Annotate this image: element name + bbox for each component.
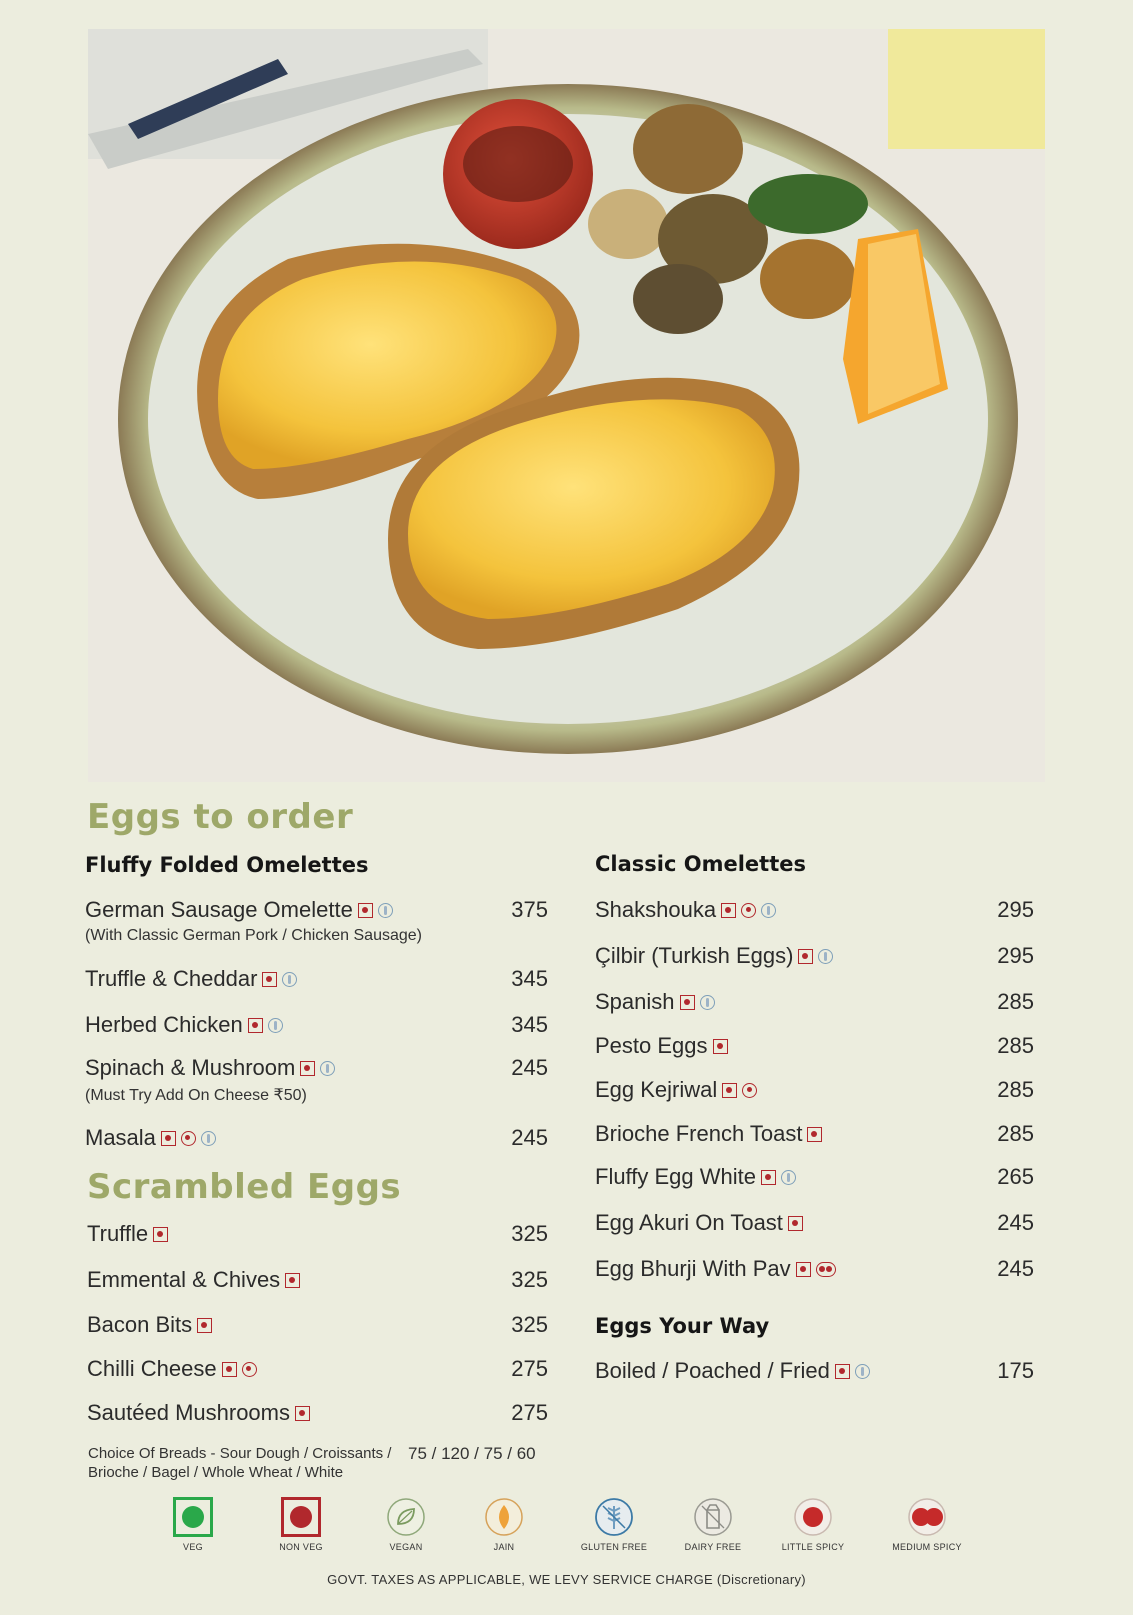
item-price: 295 (997, 943, 1034, 968)
menu-item (85, 966, 548, 996)
legend-nonveg (246, 1497, 356, 1552)
item-name: Emmental & Chives (87, 1267, 281, 1292)
legend-vegan (351, 1497, 461, 1552)
legend-label: VEG (183, 1542, 203, 1552)
item-price: 345 (511, 966, 548, 991)
legend-label: NON VEG (279, 1542, 323, 1552)
dish-photo (88, 29, 1045, 782)
item-name: Shakshouka (595, 897, 717, 922)
item-name: Bacon Bits (87, 1312, 193, 1337)
legend-label: VEGAN (389, 1542, 423, 1552)
gluten-free-icon (594, 1497, 634, 1537)
item-name: Pesto Eggs (595, 1033, 708, 1058)
legend-label: JAIN (493, 1542, 515, 1552)
item-price: 285 (997, 989, 1034, 1014)
item-price: 285 (997, 1121, 1034, 1146)
legend-jain (449, 1497, 559, 1552)
item-name: Çilbir (Turkish Eggs) (595, 943, 794, 968)
gluten-free-icon (378, 903, 393, 918)
non-veg-icon (222, 1362, 237, 1377)
medium-spicy-icon (816, 1262, 836, 1277)
legend-gluten-free (559, 1497, 669, 1552)
menu-item (87, 1356, 548, 1386)
item-name: Spanish (595, 989, 675, 1014)
item-price: 325 (511, 1312, 548, 1337)
item-name: Masala (85, 1125, 156, 1150)
item-price: 275 (511, 1400, 548, 1425)
non-veg-icon (262, 972, 277, 987)
footer-note: GOVT. TAXES AS APPLICABLE, WE LEVY SERVICE CHARGE (Discretionary) (327, 1572, 806, 1587)
legend-dairy-free (658, 1497, 768, 1552)
legend-label: LITTLE SPICY (781, 1542, 845, 1552)
menu-item (85, 897, 548, 944)
menu-item (595, 1210, 1034, 1240)
menu-item (85, 1125, 548, 1155)
bread-choices-line1: Choice Of Breads - Sour Dough / Croissants / (88, 1445, 392, 1462)
menu-item (595, 1077, 1034, 1107)
menu-item (85, 1012, 548, 1042)
bread-prices: 75 / 120 / 75 / 60 (408, 1444, 536, 1463)
legend-little-spicy (758, 1497, 868, 1552)
gluten-free-icon (268, 1018, 283, 1033)
legend-label: DAIRY FREE (684, 1542, 742, 1552)
item-name: Spinach & Mushroom (85, 1055, 296, 1080)
non-veg-icon (295, 1406, 310, 1421)
gluten-free-icon (855, 1364, 870, 1379)
legend-label: MEDIUM SPICY (892, 1542, 962, 1552)
menu-item (595, 897, 1034, 927)
gluten-free-icon (781, 1170, 796, 1185)
non-veg-icon (721, 903, 736, 918)
menu-item (85, 1055, 548, 1104)
menu-item (595, 1033, 1034, 1063)
little-spicy-icon (793, 1497, 833, 1537)
gluten-free-icon (761, 903, 776, 918)
gluten-free-icon (320, 1061, 335, 1076)
item-price: 285 (997, 1033, 1034, 1058)
non-veg-icon (798, 949, 813, 964)
non-veg-icon (161, 1131, 176, 1146)
item-name: Egg Bhurji With Pav (595, 1256, 791, 1281)
item-name: Sautéed Mushrooms (87, 1400, 290, 1425)
item-name: Truffle & Cheddar (85, 966, 258, 991)
item-price: 325 (511, 1221, 548, 1246)
non-veg-icon (761, 1170, 776, 1185)
little-spicy-icon (741, 903, 756, 918)
menu-item (595, 943, 1034, 973)
little-spicy-icon (742, 1083, 757, 1098)
item-price: 295 (997, 897, 1034, 922)
item-name: Brioche French Toast (595, 1121, 803, 1146)
gluten-free-icon (818, 949, 833, 964)
non-veg-icon (248, 1018, 263, 1033)
section-heading-yourway: Eggs Your Way (595, 1314, 770, 1338)
item-price: 245 (511, 1055, 548, 1080)
section-heading-fluffy: Fluffy Folded Omelettes (85, 853, 369, 877)
gluten-free-icon (700, 995, 715, 1010)
menu-item (87, 1221, 548, 1251)
non-veg-icon (796, 1262, 811, 1277)
section-heading-classic: Classic Omelettes (595, 852, 806, 876)
dairy-free-icon (693, 1497, 733, 1537)
item-name: Herbed Chicken (85, 1012, 243, 1037)
non-veg-icon (807, 1127, 822, 1142)
item-price: 245 (997, 1210, 1034, 1235)
bread-choices-line2: Brioche / Bagel / Whole Wheat / White (88, 1464, 344, 1481)
leaf-icon (386, 1497, 426, 1537)
non-veg-icon (835, 1364, 850, 1379)
non-veg-icon (722, 1083, 737, 1098)
item-name: Boiled / Poached / Fried (595, 1358, 830, 1383)
item-note: (Must Try Add On Cheese ₹50) (85, 1087, 307, 1104)
legend-medium-spicy (872, 1497, 982, 1552)
gluten-free-icon (282, 972, 297, 987)
bread-choices (88, 1444, 536, 1482)
menu-item (87, 1267, 548, 1297)
item-note: (With Classic German Pork / Chicken Sausage) (85, 927, 422, 944)
non-veg-icon (281, 1497, 321, 1537)
item-price: 275 (511, 1356, 548, 1381)
gluten-free-icon (201, 1131, 216, 1146)
menu-item (595, 989, 1034, 1019)
menu-item (595, 1256, 1034, 1286)
item-price: 245 (997, 1256, 1034, 1281)
item-price: 325 (511, 1267, 548, 1292)
item-price: 375 (511, 897, 548, 922)
item-name: Egg Akuri On Toast (595, 1210, 783, 1235)
little-spicy-icon (242, 1362, 257, 1377)
non-veg-icon (285, 1273, 300, 1288)
non-veg-icon (153, 1227, 168, 1242)
menu-item (595, 1121, 1034, 1151)
non-veg-icon (788, 1216, 803, 1231)
jain-icon (484, 1497, 524, 1537)
menu-item (87, 1400, 548, 1430)
veg-icon (173, 1497, 213, 1537)
item-price: 345 (511, 1012, 548, 1037)
non-veg-icon (680, 995, 695, 1010)
non-veg-icon (197, 1318, 212, 1333)
item-name: Egg Kejriwal (595, 1077, 718, 1102)
menu-item (595, 1358, 1034, 1388)
item-price: 285 (997, 1077, 1034, 1102)
item-name: Chilli Cheese (87, 1356, 217, 1381)
little-spicy-icon (181, 1131, 196, 1146)
non-veg-icon (358, 903, 373, 918)
item-price: 265 (997, 1164, 1034, 1189)
page-title: Eggs to order (87, 797, 354, 837)
item-name: German Sausage Omelette (85, 897, 353, 922)
non-veg-icon (300, 1061, 315, 1076)
legend-veg (138, 1497, 248, 1552)
item-price: 245 (511, 1125, 548, 1150)
item-name: Fluffy Egg White (595, 1164, 756, 1189)
section-heading-scrambled: Scrambled Eggs (87, 1167, 402, 1207)
non-veg-icon (713, 1039, 728, 1054)
menu-item (595, 1164, 1034, 1194)
legend-label: GLUTEN FREE (580, 1542, 648, 1552)
item-price: 175 (997, 1358, 1034, 1383)
medium-spicy-icon (907, 1497, 947, 1537)
item-name: Truffle (87, 1221, 149, 1246)
menu-item (87, 1312, 548, 1342)
